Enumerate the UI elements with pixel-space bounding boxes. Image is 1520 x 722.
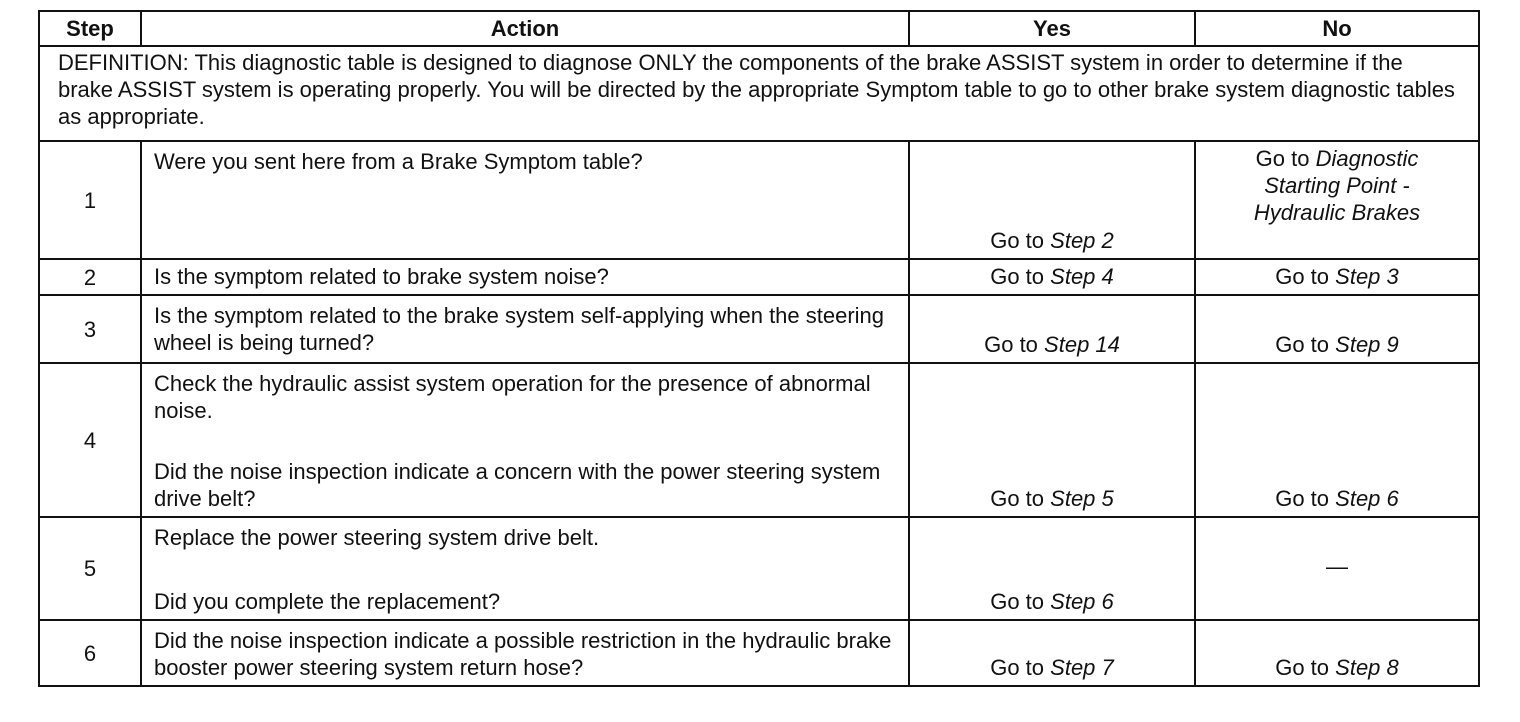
header-no: No bbox=[1195, 11, 1479, 46]
go-to-label: Go to bbox=[990, 264, 1045, 289]
action-text bbox=[141, 620, 909, 686]
action-question: Is the symptom related to brake system noise? bbox=[154, 264, 609, 289]
action-instruction: Replace the power steering system drive belt. bbox=[154, 525, 600, 550]
go-to-label: Go to bbox=[990, 228, 1045, 253]
action-question: Did you complete the replacement? bbox=[154, 589, 501, 614]
yes-target: Step 7 bbox=[1050, 655, 1114, 680]
action-question: Did the noise inspection indicate a concern with the power steering system drive belt? bbox=[154, 459, 881, 511]
yes-target: Step 5 bbox=[1050, 486, 1114, 511]
go-to-label: Go to bbox=[990, 486, 1045, 511]
yes-target: Step 14 bbox=[1044, 332, 1120, 357]
go-to-label: Go to bbox=[1275, 655, 1330, 680]
step-number: 3 bbox=[39, 295, 141, 363]
action-text bbox=[141, 363, 909, 517]
go-to-label: Go to bbox=[1275, 264, 1330, 289]
yes-cell bbox=[909, 517, 1195, 620]
no-target: Diagnostic Starting Point - Hydraulic Brakes bbox=[1253, 146, 1421, 225]
header-yes: Yes bbox=[909, 11, 1195, 46]
step-number: 2 bbox=[39, 259, 141, 295]
header-row bbox=[39, 11, 1479, 46]
yes-target: Step 6 bbox=[1050, 589, 1114, 614]
action-instruction: Check the hydraulic assist system operation for the presence of abnormal noise. bbox=[154, 371, 871, 423]
go-to-label: Go to bbox=[984, 332, 1038, 357]
no-cell bbox=[1195, 141, 1479, 259]
no-target: Step 6 bbox=[1335, 486, 1399, 511]
step-number: 1 bbox=[39, 141, 141, 259]
step-number: 5 bbox=[39, 517, 141, 620]
go-to-label: Go to bbox=[990, 589, 1045, 614]
action-question: Is the symptom related to the brake system self-applying when the steering wheel is being turned? bbox=[154, 303, 885, 355]
yes-cell bbox=[909, 295, 1195, 363]
header-action: Action bbox=[141, 11, 909, 46]
yes-cell bbox=[909, 141, 1195, 259]
table-row bbox=[39, 620, 1479, 686]
no-answer-dash: — bbox=[1326, 554, 1348, 579]
no-cell bbox=[1195, 620, 1479, 686]
no-cell bbox=[1195, 363, 1479, 517]
no-target: Step 9 bbox=[1335, 332, 1399, 357]
definition-text: DEFINITION: This diagnostic table is designed to diagnose ONLY the components of the brake ASSIST system in order to determine if the brake ASSIST system is operating properly. You will be directed by the appropriate Symptom table to go to other brake system diagnostic tables as appropriate. bbox=[39, 46, 1479, 141]
step-number: 4 bbox=[39, 363, 141, 517]
go-to-label: Go to bbox=[1275, 332, 1330, 357]
step-number: 6 bbox=[39, 620, 141, 686]
action-text bbox=[141, 141, 909, 259]
definition-row bbox=[39, 46, 1479, 141]
yes-target: Step 2 bbox=[1050, 228, 1114, 253]
go-to-label: Go to bbox=[990, 655, 1045, 680]
go-to-label: Go to bbox=[1275, 486, 1330, 511]
action-text bbox=[141, 259, 909, 295]
table-row bbox=[39, 141, 1479, 259]
action-question: Were you sent here from a Brake Symptom table? bbox=[154, 149, 643, 174]
yes-cell bbox=[909, 363, 1195, 517]
yes-cell bbox=[909, 259, 1195, 295]
no-cell bbox=[1195, 259, 1479, 295]
diagnostic-table bbox=[38, 10, 1480, 687]
go-to-label: Go to bbox=[1255, 146, 1310, 171]
table-row bbox=[39, 295, 1479, 363]
header-step: Step bbox=[39, 11, 141, 46]
action-text bbox=[141, 295, 909, 363]
no-target: Step 8 bbox=[1335, 655, 1399, 680]
yes-cell bbox=[909, 620, 1195, 686]
no-cell bbox=[1195, 295, 1479, 363]
action-text bbox=[141, 517, 909, 620]
action-question: Did the noise inspection indicate a possible restriction in the hydraulic brake booster power steering system return hose? bbox=[154, 628, 892, 680]
table-row bbox=[39, 517, 1479, 620]
no-target: Step 3 bbox=[1335, 264, 1399, 289]
no-cell bbox=[1195, 517, 1479, 620]
table-row bbox=[39, 259, 1479, 295]
yes-target: Step 4 bbox=[1050, 264, 1114, 289]
table-row bbox=[39, 363, 1479, 517]
